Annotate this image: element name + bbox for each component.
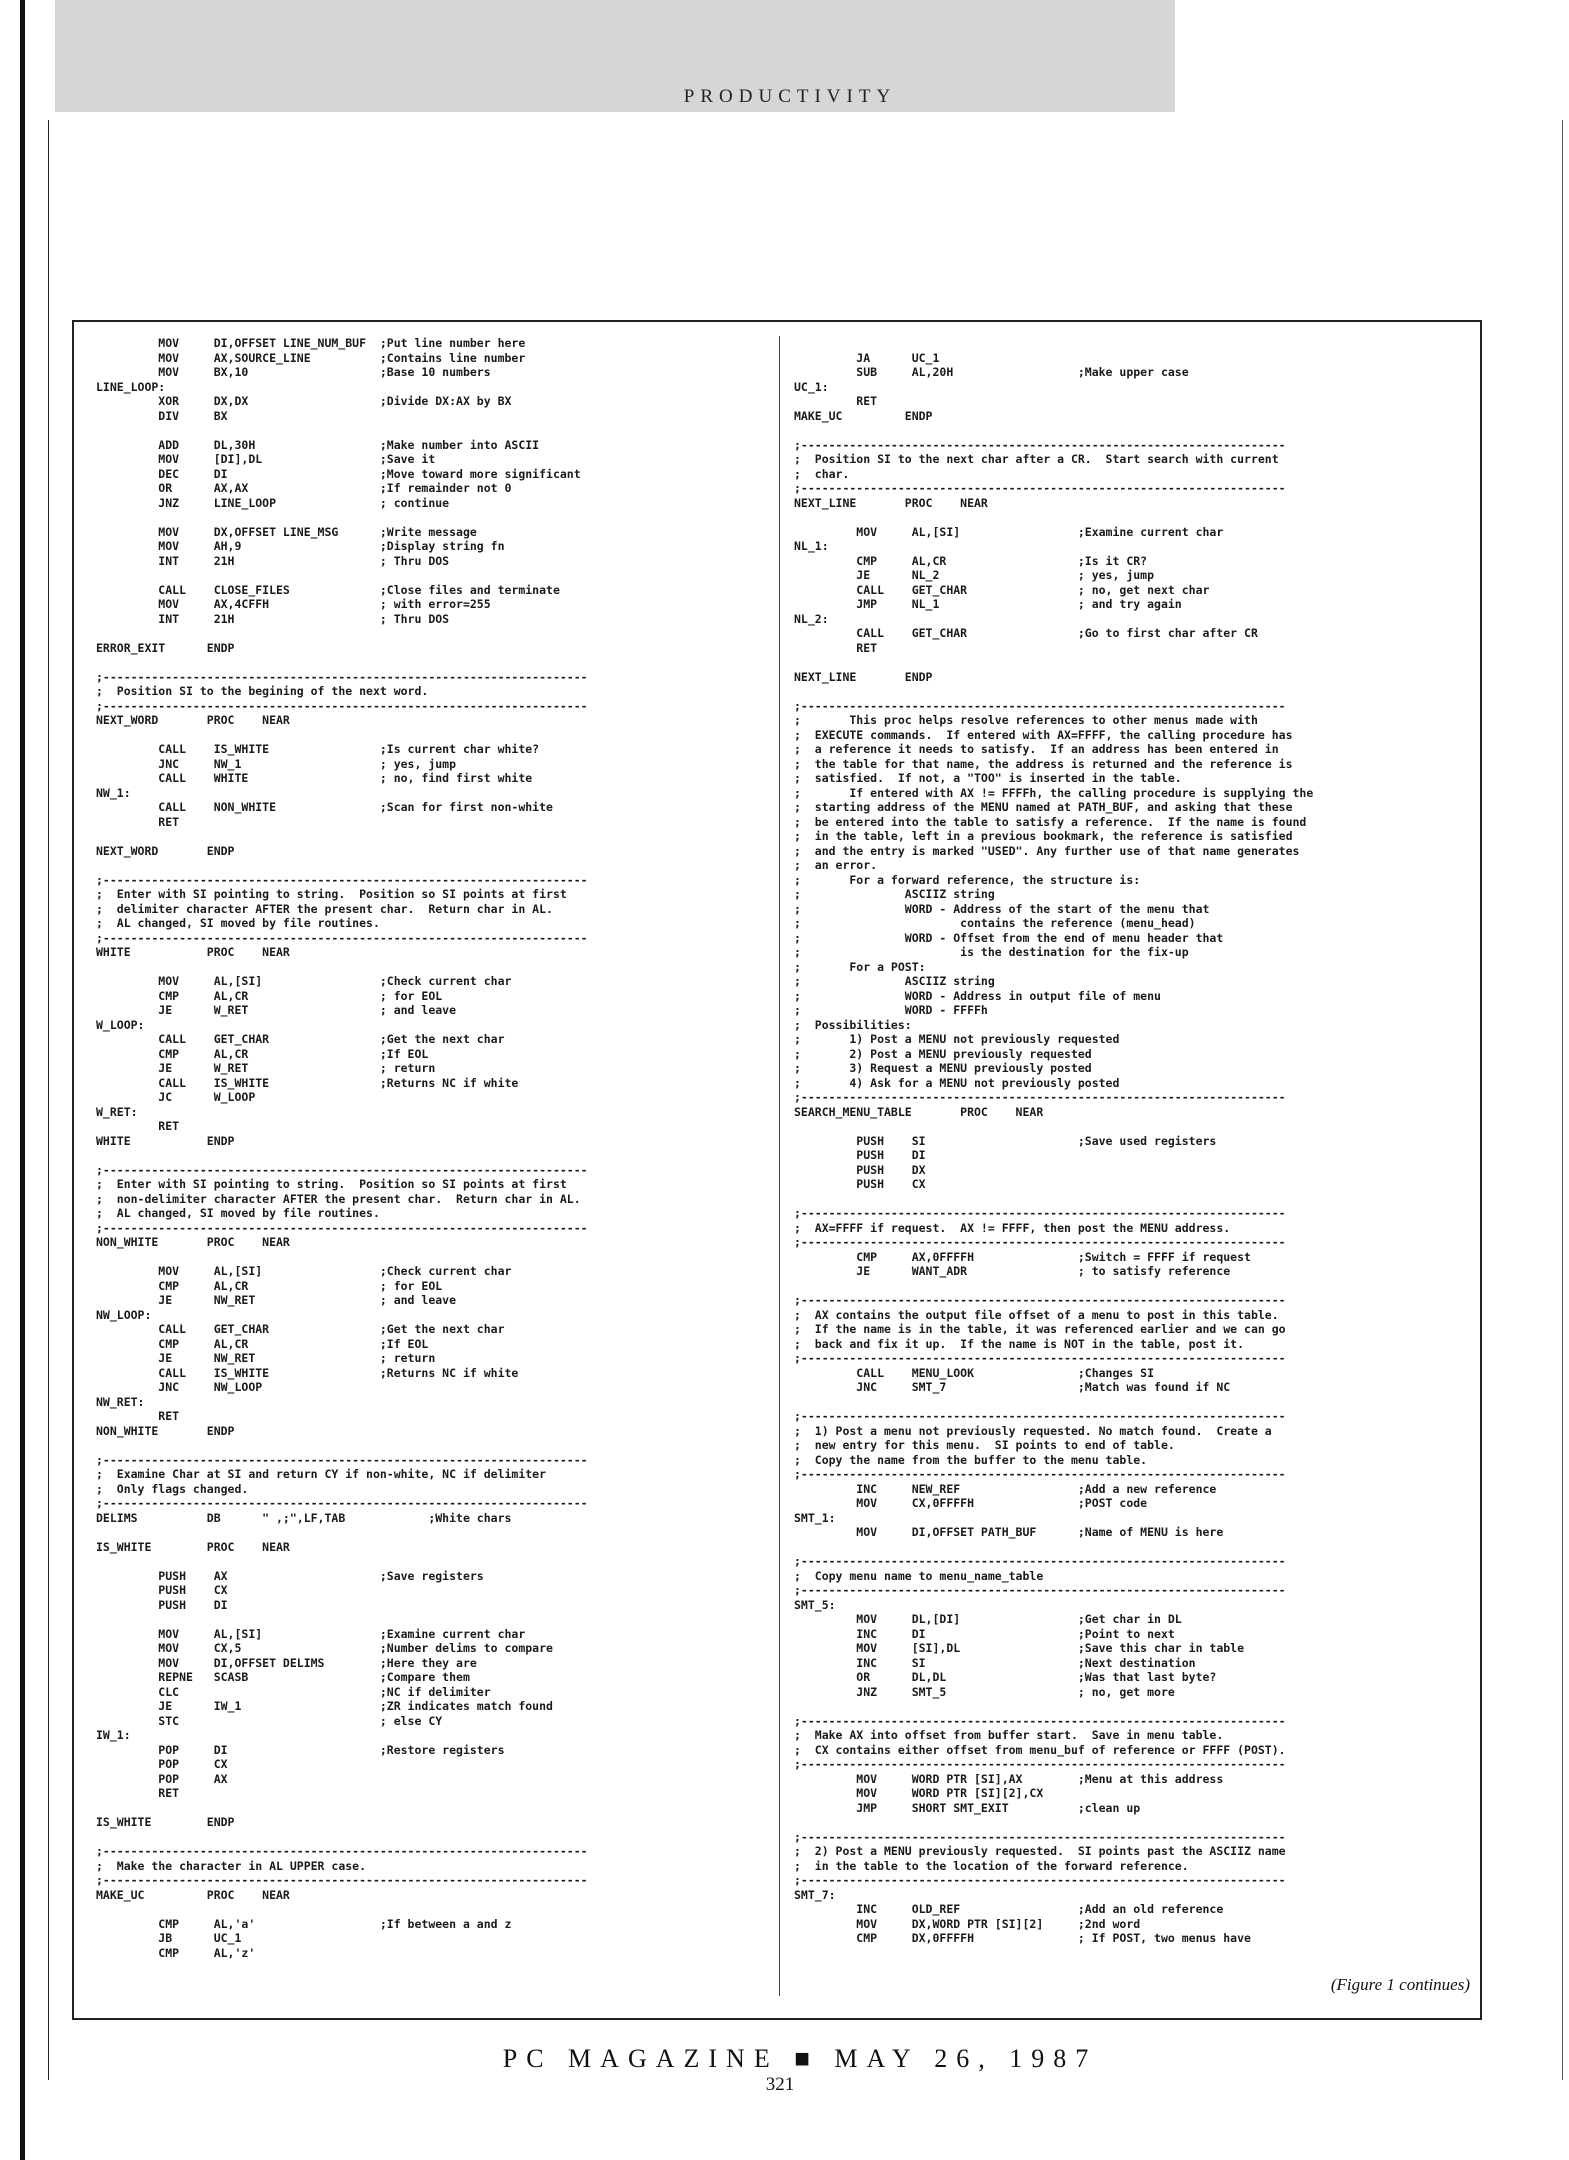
code-line: JMP SHORT SMT_EXIT ;clean up	[794, 1800, 1141, 1815]
code-line: RET	[96, 1786, 180, 1800]
code-line	[96, 655, 774, 670]
code-line: CALL IS_WHITE ;Returns NC if white	[96, 1365, 519, 1380]
code-line: OR DL,DL ;Was that last byte?	[794, 1670, 1217, 1684]
code-line: STC ; else CY	[96, 1713, 443, 1728]
code-line: ; 1) Post a menu not previously requested. No match found. Create a	[794, 1423, 1272, 1438]
code-line: MOV DX,WORD PTR [SI][2] ;2nd word	[794, 1916, 1141, 1931]
code-line: W_RET:	[96, 1104, 138, 1119]
code-line: IS_WHITE ENDP	[96, 1815, 235, 1829]
code-line: ;----------------------------------------------------------------------	[794, 1757, 1286, 1771]
code-line: CALL IS_WHITE ;Is current char white?	[96, 742, 540, 756]
code-line: ; in the table, left in a previous bookmark, the reference is satisfied	[794, 829, 1293, 843]
code-line	[794, 655, 1472, 670]
code-column-right	[794, 336, 1472, 1996]
code-line: NEXT_WORD ENDP	[96, 843, 235, 858]
code-line: PUSH AX ;Save registers	[96, 1568, 484, 1583]
code-line	[794, 684, 1472, 699]
code-line: PUSH SI ;Save used registers	[794, 1133, 1217, 1148]
code-line: ; Copy the name from the buffer to the menu table.	[794, 1452, 1148, 1467]
left-margin-rule	[20, 0, 25, 2160]
code-line	[794, 1540, 1472, 1555]
code-line: POP CX	[96, 1757, 228, 1771]
code-line: MAKE_UC PROC NEAR	[96, 1887, 290, 1902]
code-line	[96, 960, 774, 975]
code-line: ; Only flags changed.	[96, 1481, 249, 1496]
code-line: MAKE_UC ENDP	[794, 408, 933, 423]
code-line: MOV DL,[DI] ;Get char in DL	[794, 1612, 1182, 1626]
code-line: MOV AL,[SI] ;Check current char	[96, 974, 512, 988]
code-line: CALL WHITE ; no, find first white	[96, 771, 533, 785]
right-margin-rule	[1562, 120, 1563, 2080]
code-line: NW_LOOP:	[96, 1307, 152, 1322]
code-line: ; EXECUTE commands. If entered with AX=FFFF, the calling procedure has	[794, 727, 1293, 742]
code-line: ; Make the character in AL UPPER case.	[96, 1858, 367, 1873]
code-line: IW_1:	[96, 1728, 131, 1742]
code-line: XOR DX,DX ;Divide DX:AX by BX	[96, 394, 512, 408]
code-line: UC_1:	[794, 379, 829, 394]
code-line: CMP AL,'z'	[96, 1945, 256, 1960]
code-line: ;----------------------------------------------------------------------	[96, 1452, 588, 1467]
code-line: INC DI ;Point to next	[794, 1626, 1175, 1641]
code-line: ADD DL,30H ;Make number into ASCII	[96, 437, 540, 452]
code-line: PUSH DI	[794, 1148, 926, 1162]
code-line: ;----------------------------------------------------------------------	[794, 1554, 1286, 1568]
code-line: NON_WHITE ENDP	[96, 1423, 235, 1438]
code-line: ; an error.	[794, 858, 878, 872]
code-line	[96, 728, 774, 743]
code-line: MOV DI,OFFSET DELIMS ;Here they are	[96, 1655, 477, 1670]
code-line: JNC NW_1 ; yes, jump	[96, 756, 457, 771]
code-line: ; WORD - Offset from the end of menu header that	[794, 930, 1224, 945]
code-line: ; Position SI to the begining of the next word.	[96, 684, 429, 698]
code-line: JMP NL_1 ; and try again	[794, 597, 1182, 611]
code-line: RET	[96, 814, 180, 829]
code-line: NEXT_WORD PROC NEAR	[96, 713, 290, 727]
code-line: JE NW_RET ; return	[96, 1351, 436, 1365]
code-line: ;----------------------------------------------------------------------	[794, 1583, 1286, 1597]
code-line: ; AL changed, SI moved by file routines.	[96, 916, 380, 930]
code-line: MOV AL,[SI] ;Check current char	[96, 1264, 512, 1278]
code-line: DELIMS DB " ,;",LF,TAB ;White chars	[96, 1510, 512, 1525]
code-line: MOV AX,4CFFH ; with error=255	[96, 597, 491, 611]
code-line: DIV BX	[96, 408, 228, 423]
code-line: ; starting address of the MENU named at PATH_BUF, and asking that these	[794, 800, 1293, 814]
inner-margin-rule	[48, 120, 49, 2080]
code-line	[96, 1612, 774, 1627]
code-line: ;----------------------------------------------------------------------	[96, 1844, 588, 1858]
code-line: NL_1:	[794, 539, 829, 553]
code-line	[794, 423, 1472, 438]
code-line	[96, 1250, 774, 1265]
code-line: ; AL changed, SI moved by file routines.	[96, 1206, 380, 1220]
code-line	[96, 1148, 774, 1163]
code-line	[96, 626, 774, 641]
code-line: JNZ LINE_LOOP ; continue	[96, 495, 450, 510]
page-number: 321	[765, 2074, 795, 2095]
code-line: CMP AL,CR ; for EOL	[96, 988, 443, 1003]
code-line: INT 21H ; Thru DOS	[96, 611, 450, 626]
code-line: NL_2:	[794, 611, 829, 626]
code-line: NW_RET:	[96, 1394, 145, 1409]
code-line	[96, 858, 774, 873]
code-line: CMP DX,0FFFFH ; If POST, two menus have	[794, 1931, 1251, 1945]
section-label: PRODUCTIVITY	[683, 86, 897, 107]
code-line: ;----------------------------------------------------------------------	[794, 698, 1286, 713]
code-line: W_LOOP:	[96, 1017, 145, 1032]
code-line: MOV BX,10 ;Base 10 numbers	[96, 365, 491, 379]
code-line: ;----------------------------------------------------------------------	[794, 1713, 1286, 1728]
code-line: ; CX contains either offset from menu_buf of reference or FFFF (POST).	[794, 1742, 1286, 1757]
code-line: ; in the table to the location of the forward reference.	[794, 1858, 1189, 1873]
code-line: ; back and fix it up. If the name is NOT in the table, post it.	[794, 1336, 1245, 1351]
code-listing-box	[72, 320, 1482, 2020]
code-line: INC SI ;Next destination	[794, 1655, 1196, 1670]
code-line: PUSH CX	[96, 1583, 228, 1597]
code-line: ; If entered with AX != FFFFh, the calling procedure is supplying the	[794, 785, 1314, 800]
code-line	[96, 1525, 774, 1540]
code-line: OR AX,AX ;If remainder not 0	[96, 481, 512, 495]
code-line: ;----------------------------------------------------------------------	[96, 930, 588, 945]
code-line: MOV CX,0FFFFH ;POST code	[794, 1496, 1148, 1510]
code-line: ; AX=FFFF if request. AX != FFFF, then post the MENU address.	[794, 1220, 1231, 1235]
code-line: NON_WHITE PROC NEAR	[96, 1235, 290, 1249]
code-line: ; If the name is in the table, it was referenced earlier and we can go	[794, 1322, 1286, 1336]
code-line: ; 4) Ask for a MENU not previously posted	[794, 1075, 1120, 1090]
code-line: MOV AH,9 ;Display string fn	[96, 539, 505, 553]
code-line: ; For a POST:	[794, 959, 926, 974]
code-line: ; be entered into the table to satisfy a reference. If the name is found	[794, 814, 1307, 829]
code-line: ; non-delimiter character AFTER the present char. Return char in AL.	[96, 1191, 581, 1206]
code-line: CMP AL,CR ;If EOL	[96, 1336, 429, 1351]
code-line: CALL GET_CHAR ;Go to first char after CR	[794, 626, 1258, 640]
code-line: JNZ SMT_5 ; no, get more	[794, 1684, 1175, 1699]
code-line: ;----------------------------------------------------------------------	[794, 1235, 1286, 1249]
code-line: ;----------------------------------------------------------------------	[96, 1496, 588, 1510]
code-line: ; Examine Char at SI and return CY if non-white, NC if delimiter	[96, 1467, 547, 1481]
code-line: ; and the entry is marked "USED". Any further use of that name generates	[794, 843, 1300, 858]
code-line: ; 1) Post a MENU not previously requested	[794, 1032, 1120, 1046]
code-line	[96, 829, 774, 844]
code-line: JA UC_1	[794, 350, 940, 365]
code-line: CALL IS_WHITE ;Returns NC if white	[96, 1075, 519, 1090]
code-line: IS_WHITE PROC NEAR	[96, 1539, 290, 1554]
code-line: ; 2) Post a MENU previously requested	[794, 1046, 1092, 1061]
code-line	[794, 336, 1472, 351]
code-line: WHITE PROC NEAR	[96, 945, 290, 959]
code-line: POP DI ;Restore registers	[96, 1742, 505, 1757]
code-line: ;----------------------------------------------------------------------	[794, 1829, 1286, 1844]
code-line: ; Enter with SI pointing to string. Position so SI points at first	[96, 887, 567, 901]
code-line: ;----------------------------------------------------------------------	[96, 698, 588, 713]
code-line: ; 2) Post a MENU previously requested. SI points past the ASCIIZ name	[794, 1844, 1286, 1858]
code-line: MOV DI,OFFSET LINE_NUM_BUF ;Put line number here	[96, 336, 526, 350]
code-line: ;----------------------------------------------------------------------	[794, 1206, 1286, 1220]
code-line: ; Position SI to the next char after a CR. Start search with current	[794, 452, 1279, 466]
code-line: JE W_RET ; return	[96, 1061, 436, 1075]
code-line: NEXT_LINE ENDP	[794, 669, 933, 684]
code-line: INT 21H ; Thru DOS	[96, 553, 450, 568]
code-line: WHITE ENDP	[96, 1133, 235, 1148]
code-line: RET	[794, 394, 878, 408]
code-line: JC W_LOOP	[96, 1090, 256, 1104]
code-line: MOV WORD PTR [SI],AX ;Menu at this address	[794, 1771, 1224, 1786]
code-line: ;----------------------------------------------------------------------	[96, 1873, 588, 1887]
code-line: MOV [SI],DL ;Save this char in table	[794, 1641, 1245, 1655]
code-line: ;----------------------------------------------------------------------	[794, 1293, 1286, 1307]
code-line	[96, 1438, 774, 1453]
code-line: CALL GET_CHAR ; no, get next char	[794, 582, 1210, 597]
code-line: SUB AL,20H ;Make upper case	[794, 365, 1189, 379]
code-line	[96, 1902, 774, 1917]
code-line	[794, 1192, 1472, 1207]
code-line: ; Possibilities:	[794, 1017, 912, 1032]
code-line: INC NEW_REF ;Add a new reference	[794, 1481, 1217, 1496]
code-line: JE NW_RET ; and leave	[96, 1293, 457, 1307]
code-line	[96, 1554, 774, 1569]
code-line: SMT_1:	[794, 1510, 836, 1525]
code-line: CMP AL,CR ;If EOL	[96, 1046, 429, 1061]
code-line: CALL GET_CHAR ;Get the next char	[96, 1032, 505, 1046]
code-line: NEXT_LINE PROC NEAR	[794, 495, 988, 510]
code-line	[794, 1699, 1472, 1714]
code-line: ; new entry for this menu. SI points to end of table.	[794, 1438, 1175, 1452]
code-line: CALL MENU_LOOK ;Changes SI	[794, 1365, 1155, 1380]
code-line: ERROR_EXIT ENDP	[96, 640, 235, 655]
code-line: CMP AL,'a' ;If between a and z	[96, 1916, 512, 1931]
code-line: ; 3) Request a MENU previously posted	[794, 1061, 1092, 1075]
code-line: SEARCH_MENU_TABLE PROC NEAR	[794, 1104, 1044, 1119]
code-line: MOV CX,5 ;Number delims to compare	[96, 1641, 553, 1655]
code-line: SMT_7:	[794, 1887, 836, 1902]
code-line	[794, 510, 1472, 525]
code-line: JB UC_1	[96, 1931, 242, 1945]
code-line: ;----------------------------------------------------------------------	[794, 1873, 1286, 1887]
code-line: ;----------------------------------------------------------------------	[794, 437, 1286, 452]
code-line: ; WORD - FFFFh	[794, 1003, 988, 1017]
code-line: ; char.	[794, 466, 850, 481]
code-line: JNC SMT_7 ;Match was found if NC	[794, 1380, 1231, 1394]
code-line: ; This proc helps resolve references to other menus made with	[794, 713, 1258, 727]
code-line: PUSH DI	[96, 1597, 228, 1612]
code-line: REPNE SCASB ;Compare them	[96, 1670, 470, 1684]
code-line	[794, 1279, 1472, 1294]
code-line	[96, 1830, 774, 1845]
code-line: ;----------------------------------------------------------------------	[794, 1409, 1286, 1423]
code-line: RET	[794, 640, 878, 655]
code-line: CMP AX,0FFFFH ;Switch = FFFF if request	[794, 1249, 1251, 1264]
figure-caption: (Figure 1 continues)	[1330, 1975, 1470, 1994]
code-line	[794, 1815, 1472, 1830]
code-line: ; Copy menu name to menu_name_table	[794, 1568, 1044, 1583]
code-line: ; a reference it needs to satisfy. If an address has been entered in	[794, 742, 1279, 756]
code-line: ; ASCIIZ string	[794, 974, 995, 988]
code-line	[96, 423, 774, 438]
code-line: MOV WORD PTR [SI][2],CX	[794, 1786, 1044, 1800]
magazine-footer: PC MAGAZINE ■ MAY 26, 1987	[502, 2044, 1098, 2073]
code-line: DEC DI ;Move toward more significant	[96, 466, 581, 481]
code-line: ; contains the reference (menu_head)	[794, 916, 1196, 930]
code-line: CLC ;NC if delimiter	[96, 1684, 491, 1699]
code-line	[96, 1801, 774, 1816]
code-line: JE WANT_ADR ; to satisfy reference	[794, 1264, 1231, 1278]
code-column-left	[96, 336, 774, 1996]
code-line: ; is the destination for the fix-up	[794, 945, 1189, 959]
code-line: POP AX	[96, 1771, 228, 1786]
code-line: JE NL_2 ; yes, jump	[794, 568, 1155, 582]
code-line	[794, 1395, 1472, 1410]
code-line: ;----------------------------------------------------------------------	[794, 1467, 1286, 1481]
code-line: ;----------------------------------------------------------------------	[96, 1162, 588, 1177]
code-line: MOV DX,OFFSET LINE_MSG ;Write message	[96, 524, 477, 539]
code-line: ;----------------------------------------------------------------------	[794, 1090, 1286, 1104]
code-line: SMT_5:	[794, 1597, 836, 1612]
code-line: MOV AX,SOURCE_LINE ;Contains line number	[96, 350, 526, 365]
code-line: JNC NW_LOOP	[96, 1380, 263, 1394]
code-line: NW_1:	[96, 785, 131, 800]
code-line: ;----------------------------------------------------------------------	[794, 481, 1286, 495]
code-line: MOV AL,[SI] ;Examine current char	[96, 1626, 526, 1641]
code-line: ; AX contains the output file offset of a menu to post in this table.	[794, 1307, 1279, 1322]
code-line: ; Make AX into offset from buffer start. Save in menu table.	[794, 1728, 1224, 1742]
code-line: ; delimiter character AFTER the present char. Return char in AL.	[96, 901, 553, 916]
code-line: CALL GET_CHAR ;Get the next char	[96, 1322, 505, 1336]
code-line	[96, 510, 774, 525]
code-line: ;----------------------------------------------------------------------	[96, 1220, 588, 1235]
code-line: RET	[96, 1119, 180, 1133]
code-line: PUSH DX	[794, 1162, 926, 1177]
code-line: ;----------------------------------------------------------------------	[96, 872, 588, 887]
column-divider	[779, 336, 780, 1996]
code-line: MOV DI,OFFSET PATH_BUF ;Name of MENU is here	[794, 1525, 1224, 1539]
code-line: ; WORD - Address in output file of menu	[794, 988, 1161, 1003]
code-line: ; For a forward reference, the structure is:	[794, 872, 1141, 887]
code-line: ; Enter with SI pointing to string. Position so SI points at first	[96, 1177, 567, 1191]
code-line: ; the table for that name, the address is returned and the reference is	[794, 756, 1293, 771]
code-line: ;----------------------------------------------------------------------	[96, 669, 588, 684]
code-line: CMP AL,CR ;Is it CR?	[794, 553, 1148, 568]
code-line: CALL CLOSE_FILES ;Close files and terminate	[96, 582, 560, 597]
code-line	[96, 568, 774, 583]
code-line: INC OLD_REF ;Add an old reference	[794, 1902, 1224, 1916]
code-line: CMP AL,CR ; for EOL	[96, 1278, 443, 1293]
code-line: MOV AL,[SI] ;Examine current char	[794, 524, 1224, 539]
code-line: ; WORD - Address of the start of the menu that	[794, 901, 1210, 916]
code-line: MOV [DI],DL ;Save it	[96, 452, 436, 466]
code-line: RET	[96, 1409, 180, 1423]
code-line: ;----------------------------------------------------------------------	[794, 1351, 1286, 1365]
code-line: PUSH CX	[794, 1177, 926, 1191]
code-line	[794, 1119, 1472, 1134]
code-line: CALL NON_WHITE ;Scan for first non-white	[96, 800, 553, 814]
code-line: LINE_LOOP:	[96, 379, 166, 394]
code-line: JE W_RET ; and leave	[96, 1003, 457, 1017]
code-line: ; satisfied. If not, a "TOO" is inserted in the table.	[794, 771, 1182, 785]
code-line: ; ASCIIZ string	[794, 887, 995, 901]
code-line: JE IW_1 ;ZR indicates match found	[96, 1699, 553, 1713]
